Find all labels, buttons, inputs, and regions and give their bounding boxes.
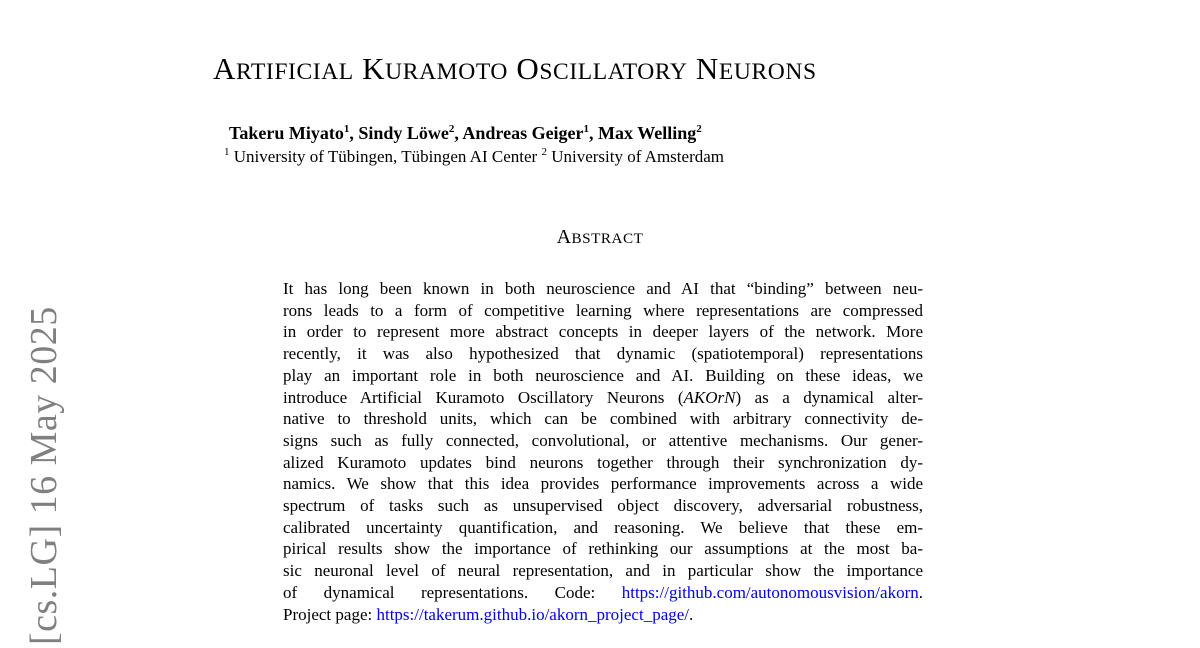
author-affil-mark: 1 [343, 123, 350, 135]
abstract-heading: ABSTRACT [556, 226, 644, 248]
title-word: OSCILLATORY [516, 51, 688, 86]
author-list: Takeru Miyato$^1$, Sindy Löwe$^2$, Andreas Geiger$^1$, Max Welling$^2$ [229, 123, 702, 143]
abstract-line: recently, it was also hypothesized that dynamic (spatiotemporal) representations [283, 344, 923, 364]
abstract-line: play an important role in both neuroscience and AI. Building on these ideas, we [283, 365, 923, 385]
affil-mark: 1 [224, 146, 230, 158]
abstract-line: signs such as fully connected, convolutional, or attentive mechanisms. Our gener- [283, 430, 923, 450]
abstract-body [283, 278, 923, 625]
abstract-line: Project page: https://takerum.github.io/akorn_project_page/. [283, 604, 694, 624]
abstract-line: alized Kuramoto updates bind neurons together through their synchronization dy- [283, 452, 923, 472]
abstract-line: It has long been known in both neuroscience and AI that “binding” between neu- [283, 279, 923, 298]
affiliations [224, 146, 724, 168]
title-word: ARTIFICIAL [213, 51, 354, 86]
author-name: Sindy Löwe [358, 123, 449, 143]
arxiv-side-stamp: [cs.LG] 16 May 2025 [23, 306, 65, 645]
paper-title [213, 50, 817, 91]
abstract-line: in order to represent more abstract concepts in deeper layers of the network. More [283, 322, 923, 342]
abstract-line: sic neuronal level of neural representation, and in particular show the importance [283, 561, 923, 581]
author-affil-mark: 2 [696, 123, 702, 135]
affiliation-text: University of Amsterdam [551, 147, 724, 166]
project-page-link[interactable]: https://takerum.github.io/akorn_project_page/ [376, 604, 690, 624]
author-affil-mark: 2 [448, 123, 455, 135]
abstract-line: calibrated uncertainty quantification, and reasoning. We believe that these em- [283, 517, 923, 537]
affiliation-text: University of Tübingen, Tübingen AI Center [233, 147, 538, 166]
akorn-acronym: AKOrN [683, 387, 736, 407]
affil-mark: 2 [541, 146, 547, 158]
abstract-line: of dynamical representations. Code: https://github.com/autonomousvision/akorn. [283, 582, 923, 602]
abstract-line: namics. We show that this idea provides performance improvements across a wide [283, 474, 923, 494]
code-link[interactable]: https://github.com/autonomousvision/akorn [621, 582, 919, 602]
title-word: KURAMOTO [362, 51, 508, 86]
abstract-line: pirical results show the importance of rethinking our assumptions at the most ba- [283, 539, 923, 559]
author-name: Takeru Miyato [229, 123, 344, 143]
abstract-line: introduce Artificial Kuramoto Oscillatory Neurons (AKOrN) as a dynamical alter- [283, 387, 923, 407]
abstract-line: spectrum of tasks such as unsupervised object discovery, adversarial robustness, [283, 496, 923, 516]
title-word: NEURONS [695, 51, 817, 86]
author-name: Max Welling [598, 123, 697, 143]
abstract-line: native to threshold units, which can be combined with arbitrary connectivity de- [283, 409, 923, 429]
author-affil-mark: 1 [583, 123, 590, 135]
abstract-line: rons leads to a form of competitive learning where representations are compressed [283, 300, 923, 320]
author-name: Andreas Geiger [462, 123, 584, 143]
